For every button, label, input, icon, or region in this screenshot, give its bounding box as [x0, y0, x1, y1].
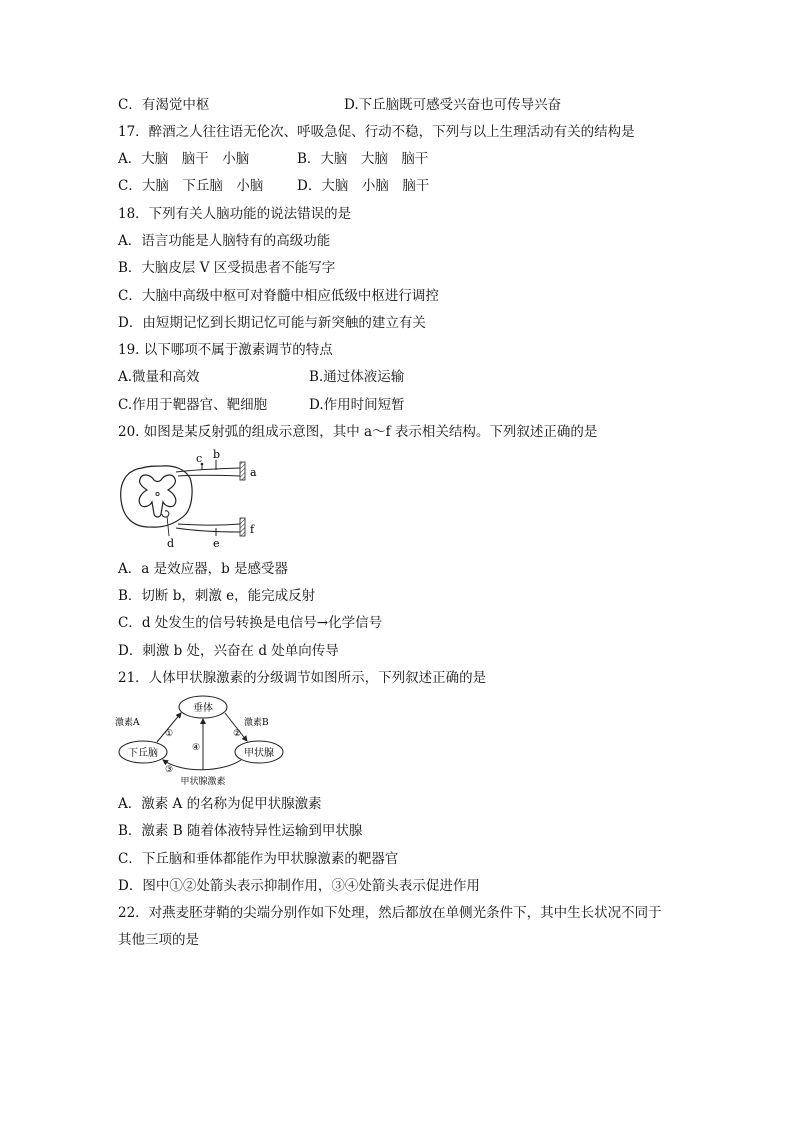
- thyroid-label: 甲状腺: [244, 748, 274, 759]
- q21-option-b: B．激素 B 随着体液特异性运输到甲状腺: [118, 823, 363, 839]
- q19-option-c: C.作用于靶器官、靶细胞: [118, 397, 268, 413]
- q16-option-c: C．有渴觉中枢: [118, 97, 210, 113]
- q20-option-a: A．a 是效应器，b 是感受器: [118, 561, 289, 577]
- q20-option-d: D．刺激 b 处，兴奋在 d 处单向传导: [118, 643, 339, 659]
- q18-option-a: A．语言功能是人脑特有的高级功能: [118, 233, 331, 249]
- structure-a: [240, 462, 245, 480]
- synapse-d: [162, 511, 169, 517]
- q17-option-a: A．大脑 脑干 小脑: [118, 151, 250, 167]
- label-a: a: [250, 466, 257, 479]
- afferent-nerve-upper: [176, 468, 240, 472]
- hypothalamus-label: 下丘脑: [128, 748, 158, 759]
- q20-option-b: B．切断 b，刺激 e，能完成反射: [118, 588, 316, 604]
- label-d: d: [167, 537, 175, 550]
- q17-option-b: B．大脑 大脑 脑干: [297, 151, 429, 167]
- structure-f: [240, 518, 245, 536]
- q19-stem: 19. 以下哪项不属于激素调节的特点: [118, 342, 333, 358]
- efferent-nerve-lower: [176, 528, 240, 532]
- q18-option-c: C．大脑中高级中枢可对脊髓中相应低级中枢进行调控: [118, 288, 439, 304]
- q20-stem: 20. 如图是某反射弧的组成示意图，其中 a～f 表示相关结构。下列叙述正确的是: [118, 424, 598, 440]
- q21-option-a: A．激素 A 的名称为促甲状腺激素: [118, 796, 322, 812]
- q21-stem: 21．人体甲状腺激素的分级调节如图所示，下列叙述正确的是: [118, 670, 487, 686]
- afferent-nerve-lower: [178, 475, 240, 476]
- label-f: f: [250, 523, 255, 536]
- q17-stem: 17．醉酒之人往往语无伦次、呼吸急促、行动不稳，下列与以上生理活动有关的结构是: [118, 124, 635, 140]
- label-c: c: [196, 452, 203, 465]
- reflex-arc-figure: [112, 448, 272, 552]
- circle-4: ④: [192, 743, 201, 753]
- central-canal: [156, 492, 159, 495]
- label-b: b: [213, 448, 221, 461]
- pituitary-label: 垂体: [193, 703, 213, 714]
- q21-option-d: D．图中①②处箭头表示抑制作用，③④处箭头表示促进作用: [118, 878, 480, 894]
- q17-option-c: C．大脑 下丘脑 小脑: [118, 178, 264, 194]
- arrow-feedback-hypothalamus: [163, 760, 241, 770]
- circle-2: ②: [233, 729, 242, 739]
- circle-1: ①: [165, 729, 174, 739]
- thyroxine-label: 甲状腺激素: [180, 777, 226, 786]
- efferent-nerve-upper: [178, 524, 240, 525]
- q20-option-c: C．d 处发生的信号转换是电信号→化学信号: [118, 615, 383, 631]
- label-e: e: [213, 537, 220, 550]
- q19-option-d: D.作用时间短暂: [309, 397, 405, 413]
- q22-stem-line2: 其他三项的是: [118, 932, 199, 948]
- q17-option-d: D．大脑 小脑 脑干: [297, 178, 430, 194]
- hormone-a-label: 激素A: [115, 718, 140, 728]
- q19-option-b: B.通过体液运输: [309, 369, 405, 385]
- q21-option-c: C．下丘脑和垂体都能作为甲状腺激素的靶器官: [118, 851, 399, 867]
- circle-3: ③: [165, 765, 174, 775]
- hormone-b-label: 激素B: [244, 718, 269, 728]
- q16-option-d: D.下丘脑既可感受兴奋也可传导兴奋: [344, 97, 562, 113]
- q18-option-d: D．由短期记忆到长期记忆可能与新突触的建立有关: [118, 315, 426, 331]
- spinal-cord-outline: [121, 466, 192, 527]
- q18-option-b: B．大脑皮层 V 区受损患者不能写字: [118, 260, 336, 276]
- q19-option-a: A.微量和高效: [118, 369, 200, 385]
- q18-stem: 18．下列有关人脑功能的说法错误的是: [118, 206, 352, 222]
- thyroid-regulation-figure: [113, 694, 285, 786]
- q22-stem-line1: 22．对燕麦胚芽鞘的尖端分别作如下处理，然后都放在单侧光条件下，其中生长状况不同于: [118, 905, 662, 921]
